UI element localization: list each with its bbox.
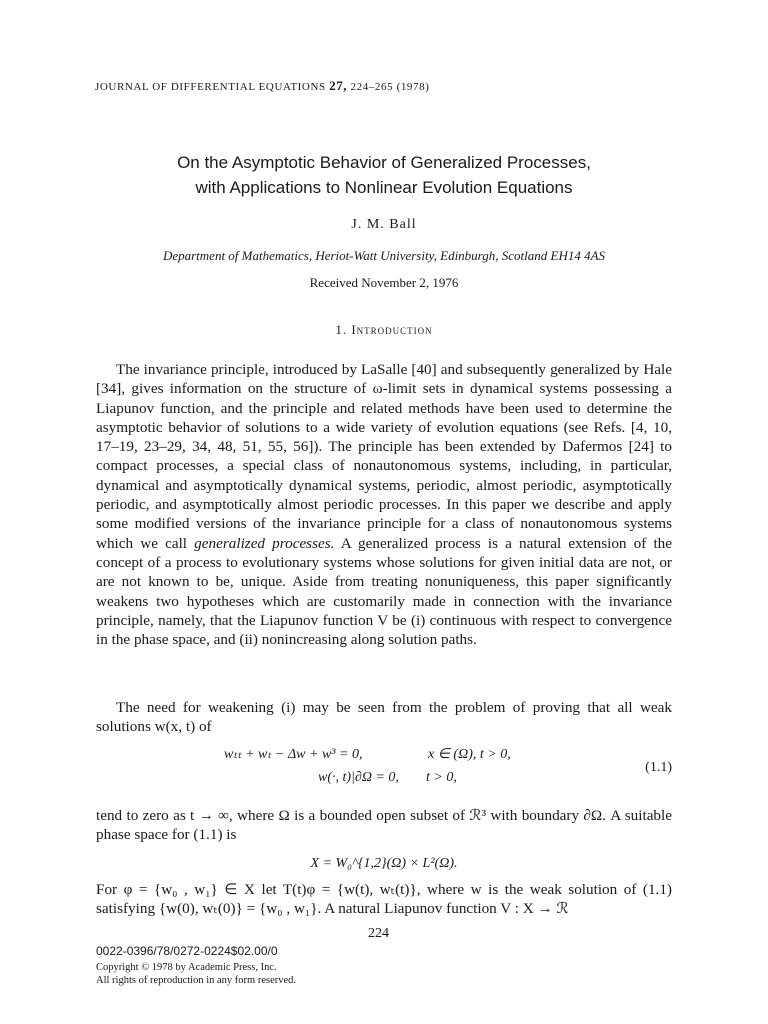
page-number: 224: [368, 926, 389, 941]
paragraph-intro-emphasis: generalized processes.: [194, 534, 335, 552]
title-line-2: with Applications to Nonlinear Evolution Equations: [195, 178, 573, 197]
paragraph-weakening: The need for weakening (i) may be seen from the problem of proving that all weak solutions w(x, t) of: [96, 699, 672, 736]
equation-1-1-condition-1: x ∈ (Ω), t > 0,: [428, 747, 511, 762]
paragraph-liapunov: For φ = {w₀ , w₁} ∈ X let T(t)φ = {w(t), wₜ(t)}, where w is the weak solution of (1.1) satisfying {w(0), wₜ(0)} = {w₀ , w₁}. A natural Liapunov function V : X → ℛ: [96, 881, 672, 918]
equation-1-1-condition-2: t > 0,: [426, 770, 457, 785]
rights-notice: All rights of reproduction in any form reserved.: [96, 975, 297, 986]
journal-pages-year: 224–265 (1978): [350, 81, 430, 93]
copyright-notice: Copyright © 1978 by Academic Press, Inc.: [96, 962, 277, 973]
received-date: Received November 2, 1976: [309, 275, 459, 290]
equation-1-1: [96, 744, 672, 792]
journal-name: JOURNAL OF DIFFERENTIAL EQUATIONS: [95, 81, 326, 93]
journal-volume: 27,: [329, 78, 348, 93]
equation-number: (1.1): [645, 760, 672, 775]
journal-header: [95, 78, 430, 94]
paragraph-intro: [96, 360, 672, 649]
equation-1-1-line-1: wₜₜ + wₜ − Δw + w³ = 0,: [224, 747, 363, 762]
equation-phase-space: X = W₀^{1,2}(Ω) × L²(Ω).: [310, 856, 458, 871]
author-affiliation: Department of Mathematics, Heriot-Watt University, Edinburgh, Scotland EH14 4AS: [162, 248, 606, 263]
paragraph-intro-text-b: A generalized process is a natural extension of the concept of a process to evolutionary systems whose solutions for given initial data are not, or are not known to be, unique. Aside from treating nonuniqueness, this paper significantly weakens two hypotheses which are customarily made in connection with the invariance principle, namely, that the Liapunov function V be (i) continuous with respect to convergence in the phase space, and (ii) nonincreasing along solution paths.: [96, 534, 673, 649]
paper-title: [60, 150, 708, 200]
issn-code: 0022-0396/78/0272-0224$02.00/0: [96, 944, 278, 958]
equation-1-1-line-2: w(·, t)|∂Ω = 0,: [318, 770, 399, 785]
author-name: J. M. Ball: [351, 217, 417, 232]
paragraph-phase-space: tend to zero as t → ∞, where Ω is a bounded open subset of ℛ³ with boundary ∂Ω. A suitable phase space for (1.1) is: [96, 807, 672, 844]
title-line-1: On the Asymptotic Behavior of Generalized Processes,: [177, 153, 591, 172]
section-heading: 1. Introduction: [335, 322, 433, 337]
paragraph-intro-text-a: The invariance principle, introduced by LaSalle [40] and subsequently generalized by Hale [34], gives information on the structure of ω-limit sets in dynamical systems possessing a Liapunov function, and the principle and related methods have been used to determine the asymptotic behavior of solutions to a wide variety of evolution equations (see Refs. [4, 10, 17–19, 23–29, 34, 48, 51, 55, 56]). The principle has been extended by Dafermos [24] to compact processes, a special class of nonautonomous systems, including, in particular, dynamical and asymptotically dynamical systems, periodic, almost periodic, asymptotically periodic, and asymptotically almost periodic processes. In this paper we describe and apply some modified versions of the invariance principle for a class of nonautonomous systems which we call: [96, 361, 672, 552]
